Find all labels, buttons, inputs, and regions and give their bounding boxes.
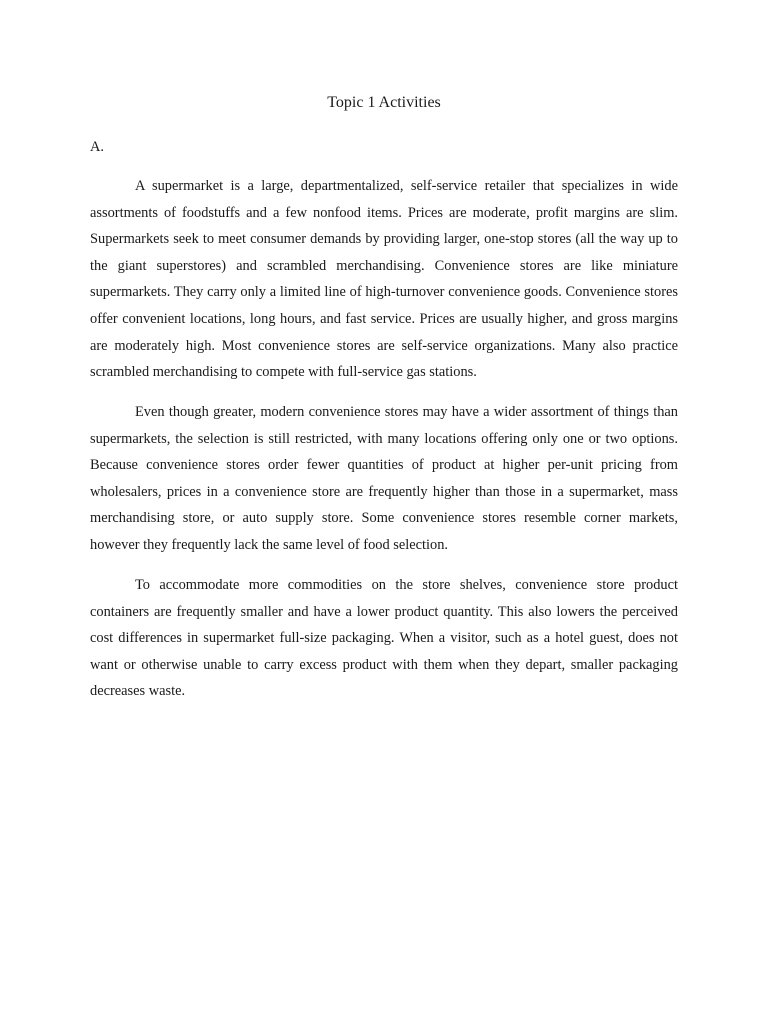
body-text [90, 173, 678, 718]
paragraph-2: Even though greater, modern convenience stores may have a wider assortment of things than supermarkets, the selection is still restricted, with many locations offering only one or two options. Because convenience stores order fewer quantities of product at higher per-unit pricing from wholesalers, prices in a convenience store are frequently higher than those in a supermarket, mass merchandising store, or auto supply store. Some convenience stores resemble corner markets, however they frequently lack the same level of food selection. [90, 404, 678, 554]
page-title: Topic 1 Activities [327, 94, 441, 111]
section-label: A. [90, 139, 104, 155]
paragraph-1: A supermarket is a large, departmentalized, self-service retailer that specializes in wide assortments of foodstuffs and a few nonfood items. Prices are moderate, profit margins are slim. Supermarkets seek to meet consumer demands by providing larger, one-stop stores (all the way up to the giant superstores) and scrambled merchandising. Convenience stores are like miniature supermarkets. They carry only a limited line of high-turnover convenience goods. Convenience stores offer convenient locations, long hours, and fast service. Prices are usually higher, and gross margins are moderately high. Most convenience stores are self-service organizations. Many also practice scrambled merchandising to compete with full-service gas stations. [90, 178, 678, 381]
paragraph-3: To accommodate more commodities on the store shelves, convenience store product containers are frequently smaller and have a lower product quantity. This also lowers the perceived cost differences in supermarket full-size packaging. When a visitor, such as a hotel guest, does not want or otherwise unable to carry excess product with them when they depart, smaller packaging decreases waste. [90, 576, 678, 700]
